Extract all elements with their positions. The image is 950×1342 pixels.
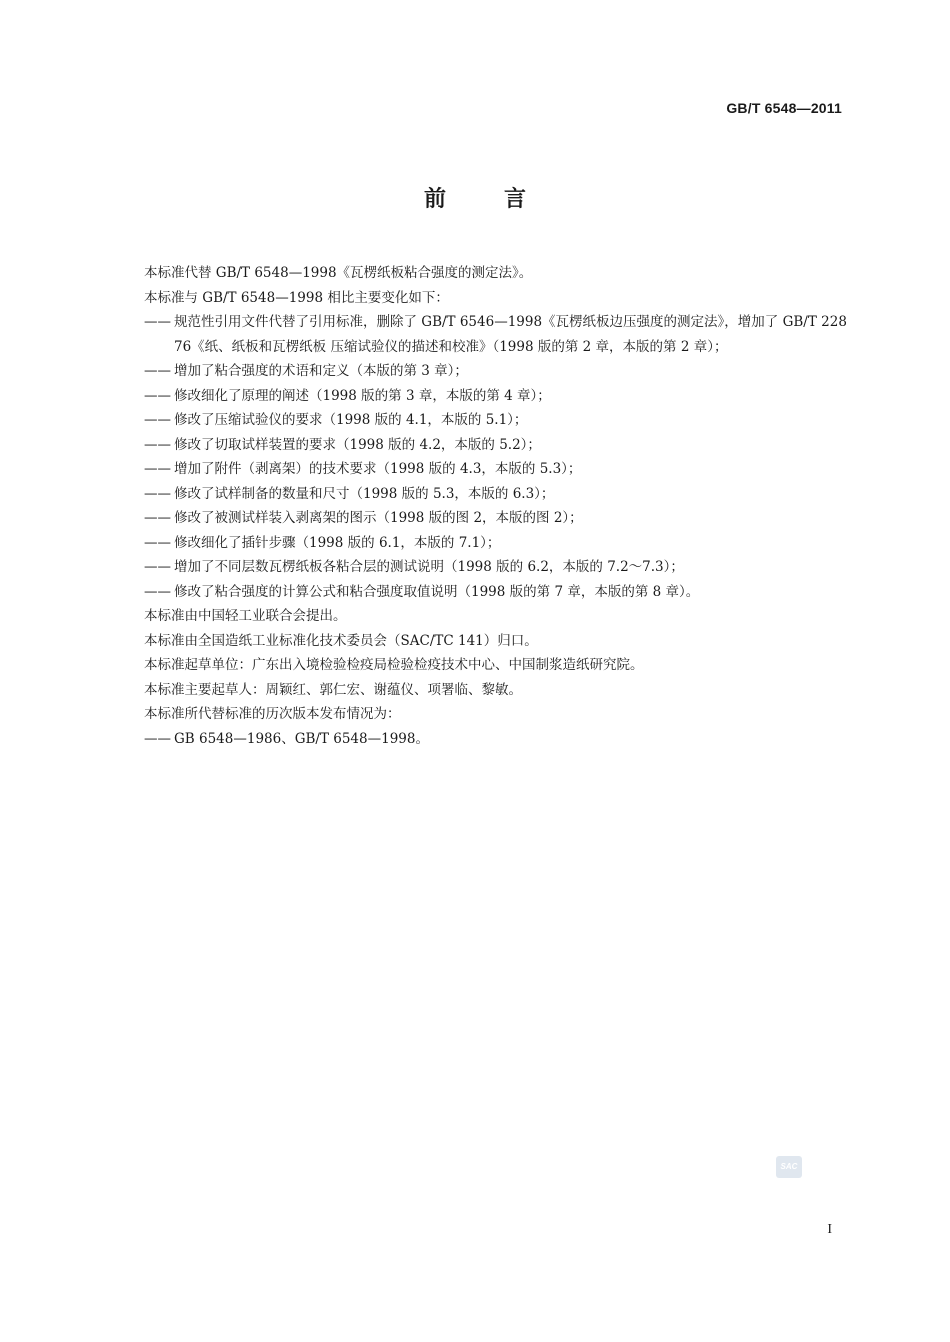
dash-marker: —— (144, 485, 171, 502)
change-text: 修改了粘合强度的计算公式和粘合强度取值说明（1998 版的第 7 章，本版的第 8 章）。 (174, 583, 700, 600)
page-title: 前言 (423, 187, 584, 212)
dash-marker: —— (144, 559, 171, 575)
change-item (144, 359, 850, 384)
standard-code: GB/T 6548—2011 (726, 100, 842, 116)
change-text: 增加了附件（剥离架）的技术要求（1998 版的 4.3，本版的 5.3）； (174, 461, 582, 477)
change-text: 修改了压缩试验仪的要求（1998 版的 4.1，本版的 5.1）； (174, 412, 528, 428)
change-item (144, 580, 850, 605)
dash-marker: —— (144, 314, 171, 330)
dash-marker: —— (144, 387, 171, 404)
dash-marker: —— (144, 436, 171, 453)
change-item (144, 555, 850, 580)
change-item (144, 531, 850, 556)
history-text: GB 6548—1986、GB/T 6548—1998。 (174, 730, 429, 747)
paragraph: 本标准起草单位：广东出入境检验检疫局检验检疫技术中心、中国制浆造纸研究院。 (144, 657, 644, 673)
paragraph: 本标准主要起草人：周颖红、郭仁宏、谢蕴仪、项署临、黎敏。 (144, 681, 522, 698)
dash-marker: —— (144, 534, 171, 551)
paragraph: 本标准与 GB/T 6548—1998 相比主要变化如下： (144, 289, 449, 306)
change-text: 修改细化了原理的阐述（1998 版的第 3 章，本版的第 4 章）； (174, 387, 551, 404)
change-text: 修改细化了插针步骤（1998 版的 6.1，本版的 7.1）； (174, 534, 501, 551)
dash-marker: —— (144, 510, 171, 526)
paragraph: 本标准由中国轻工业联合会提出。 (144, 608, 347, 624)
change-item (144, 310, 850, 359)
dash-marker: —— (144, 583, 171, 600)
change-item (144, 433, 850, 458)
foreword-body (144, 261, 850, 751)
change-item (144, 457, 850, 482)
paragraph: 本标准所代替标准的历次版本发布情况为： (144, 706, 401, 722)
change-text: 规范性引用文件代替了引用标准，删除了 GB/T 6546—1998《瓦楞纸板边压强度的测定法》，增加了 GB/T 22876《纸、纸板和瓦楞纸板 压缩试验仪的描述和校准》（1998 版的第 2 章，本版的第 2 章）； (174, 314, 847, 355)
change-text: 增加了不同层数瓦楞纸板各粘合层的测试说明（1998 版的 6.2，本版的 7.2～7.3）； (174, 559, 684, 575)
change-text: 增加了粘合强度的术语和定义（本版的第 3 章）； (174, 363, 468, 379)
change-text: 修改了试样制备的数量和尺寸（1998 版的 5.3，本版的 6.3）； (174, 485, 555, 502)
page-number: I (827, 1222, 832, 1237)
change-text: 修改了被测试样装入剥离架的图示（1998 版的图 2，本版的图 2）； (174, 510, 583, 526)
dash-marker: —— (144, 412, 171, 428)
change-text: 修改了切取试样装置的要求（1998 版的 4.2，本版的 5.2）； (174, 436, 541, 453)
paragraph: 本标准代替 GB/T 6548—1998《瓦楞纸板粘合强度的测定法》。 (144, 265, 533, 281)
dash-marker: —— (144, 363, 171, 379)
paragraph: 本标准由全国造纸工业标准化技术委员会（SAC/TC 141）归口。 (144, 632, 538, 649)
dash-marker: —— (144, 461, 171, 477)
change-item (144, 384, 850, 409)
sac-logo-icon: SAC (776, 1156, 802, 1178)
change-item (144, 506, 850, 531)
history-item (144, 727, 850, 752)
dash-marker: —— (144, 730, 171, 747)
change-item (144, 408, 850, 433)
change-item (144, 482, 850, 507)
